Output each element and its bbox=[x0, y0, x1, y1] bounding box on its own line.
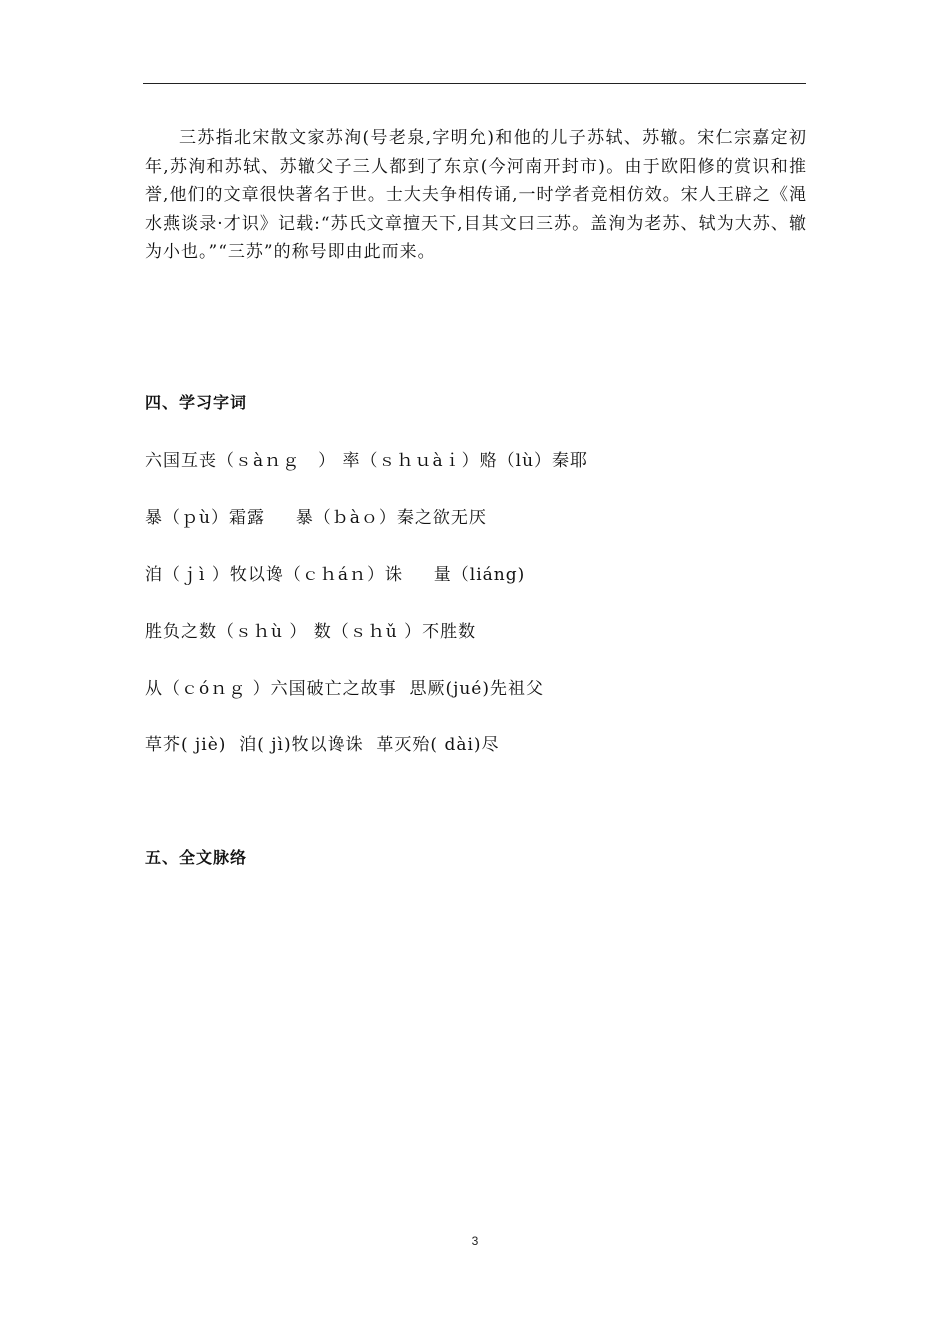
section-heading-vocabulary: 四、学习字词 bbox=[145, 393, 248, 412]
vocab-line: 暴（ｐù）霜露 暴（ｂàｏ）秦之欲无厌 bbox=[145, 508, 487, 528]
page-number: 3 bbox=[471, 1234, 479, 1248]
vocab-line: 洎（ｊì ）牧以谗（ｃｈáｎ）诛 量（liáng) bbox=[145, 565, 526, 585]
intro-paragraph: 三苏指北宋散文家苏洵(号老泉,字明允)和他的儿子苏轼、苏辙。宋仁宗嘉定初年,苏洵和苏轼、苏辙父子三人都到了东京(今河南开封市)。由于欧阳修的赏识和推誉,他们的文章很快著名于世。士大夫争相传诵,一时学者竞相仿效。宋人王辟之《渑水燕谈录·才识》记载:“苏氏文章擅天下,目其文曰三苏。盖洵为老苏、轼为大苏、辙为小也。”“三苏”的称号即由此而来。 bbox=[145, 128, 807, 262]
vocab-line: 从（ｃóｎｇ ）六国破亡之故事 思厥(jué)先祖父 bbox=[145, 679, 544, 699]
header-rule bbox=[143, 83, 806, 84]
vocab-line: 六国互丧（ｓàｎｇ ） 率（ｓｈｕàｉ）赂（lù）秦耶 bbox=[145, 451, 589, 471]
vocab-line: 草芥( jiè) 洎( jì)牧以谗诛 革灭殆( dài)尽 bbox=[145, 735, 500, 755]
vocab-line: 胜负之数（ｓｈù ） 数（ｓｈǔ ）不胜数 bbox=[145, 622, 477, 642]
section-heading-outline: 五、全文脉络 bbox=[145, 848, 248, 867]
